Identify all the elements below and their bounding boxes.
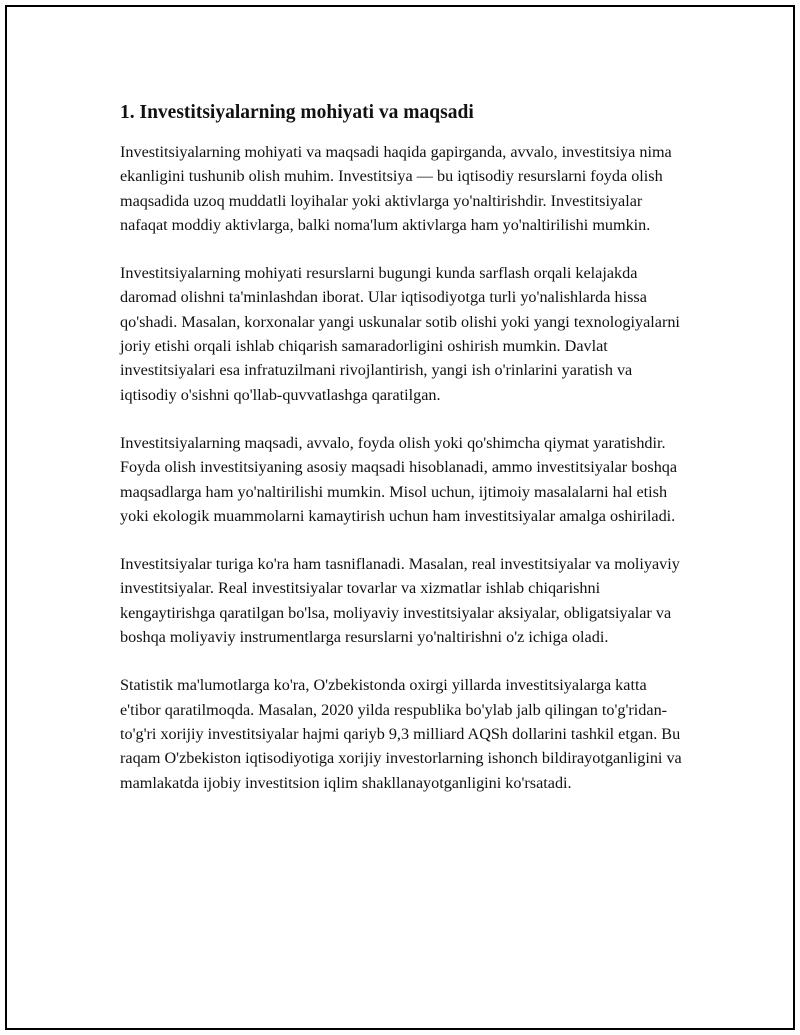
paragraph-1: Investitsiyalarning mohiyati va maqsadi haqida gapirganda, avvalo, investitsiya nima ekanligini tushunib olish muhim. Investitsiya — bu iqtisodiy resurslarni foyda olish maqsadida uzoq muddatli loyihalar yoki aktivlarga yo'naltirishdir. Investitsiyalar nafaqat moddiy aktivlarga, balki noma'lum aktivlarga ham yo'naltirilishi mumkin. xyxy=(120,143,672,234)
paragraph-5: Statistik ma'lumotlarga ko'ra, O'zbekistonda oxirgi yillarda investitsiyalarga katta e'tibor qaratilmoqda. Masalan, 2020 yilda respublika bo'ylab jalb qilingan to'g'ridan-to'g'ri xorijiy investitsiyalar hajmi qariyb 9,3 milliard AQSh dollarini tashkil etgan. Bu raqam O'zbekiston iqtisodiyotiga xorijiy investorlarning ishonch bildirayotganligini va mamlakatda ijobiy investitsion iqlim shakllanayotganligini ko'rsatadi. xyxy=(120,676,682,792)
document-body xyxy=(120,100,690,819)
paragraph-2: Investitsiyalarning mohiyati resurslarni bugungi kunda sarflash orqali kelajakda daromad olishni ta'minlashdan iborat. Ular iqtisodiyotga turli yo'nalishlarda hissa qo'shadi. Masalan, korxonalar yangi uskunalar sotib olishi yoki yangi texnologiyalarni joriy etishi orqali ishlab chiqarish samaradorligini oshirish mumkin. Davlat investitsiyalari esa infratuzilmani rivojlantirish, yangi ish o'rinlarini yaratish va iqtisodiy o'sishni qo'llab-quvvatlashga qaratilgan. xyxy=(120,264,680,404)
section-heading: 1. Investitsiyalarning mohiyati va maqsadi xyxy=(120,102,474,123)
paragraph-4: Investitsiyalar turiga ko'ra ham tasniflanadi. Masalan, real investitsiyalar va moliyaviy investitsiyalar. Real investitsiyalar tovarlar va xizmatlar ishlab chiqarishni kengaytirishga qaratilgan bo'lsa, moliyaviy investitsiyalar aksiyalar, obligatsiyalar va boshqa moliyaviy instrumentlarga resurslarni yo'naltirishni o'z ichiga oladi. xyxy=(120,555,680,647)
page-frame xyxy=(5,5,795,1030)
paragraph-3: Investitsiyalarning maqsadi, avvalo, foyda olish yoki qo'shimcha qiymat yaratishdir. Foyda olish investitsiyaning asosiy maqsadi hisoblanadi, ammo investitsiyalar boshqa maqsadlarga ham yo'naltirilishi mumkin. Misol uchun, ijtimoiy masalalarni hal etish yoki ekologik muammolarni kamaytirish uchun ham investitsiyalar amalga oshiriladi. xyxy=(120,433,678,525)
